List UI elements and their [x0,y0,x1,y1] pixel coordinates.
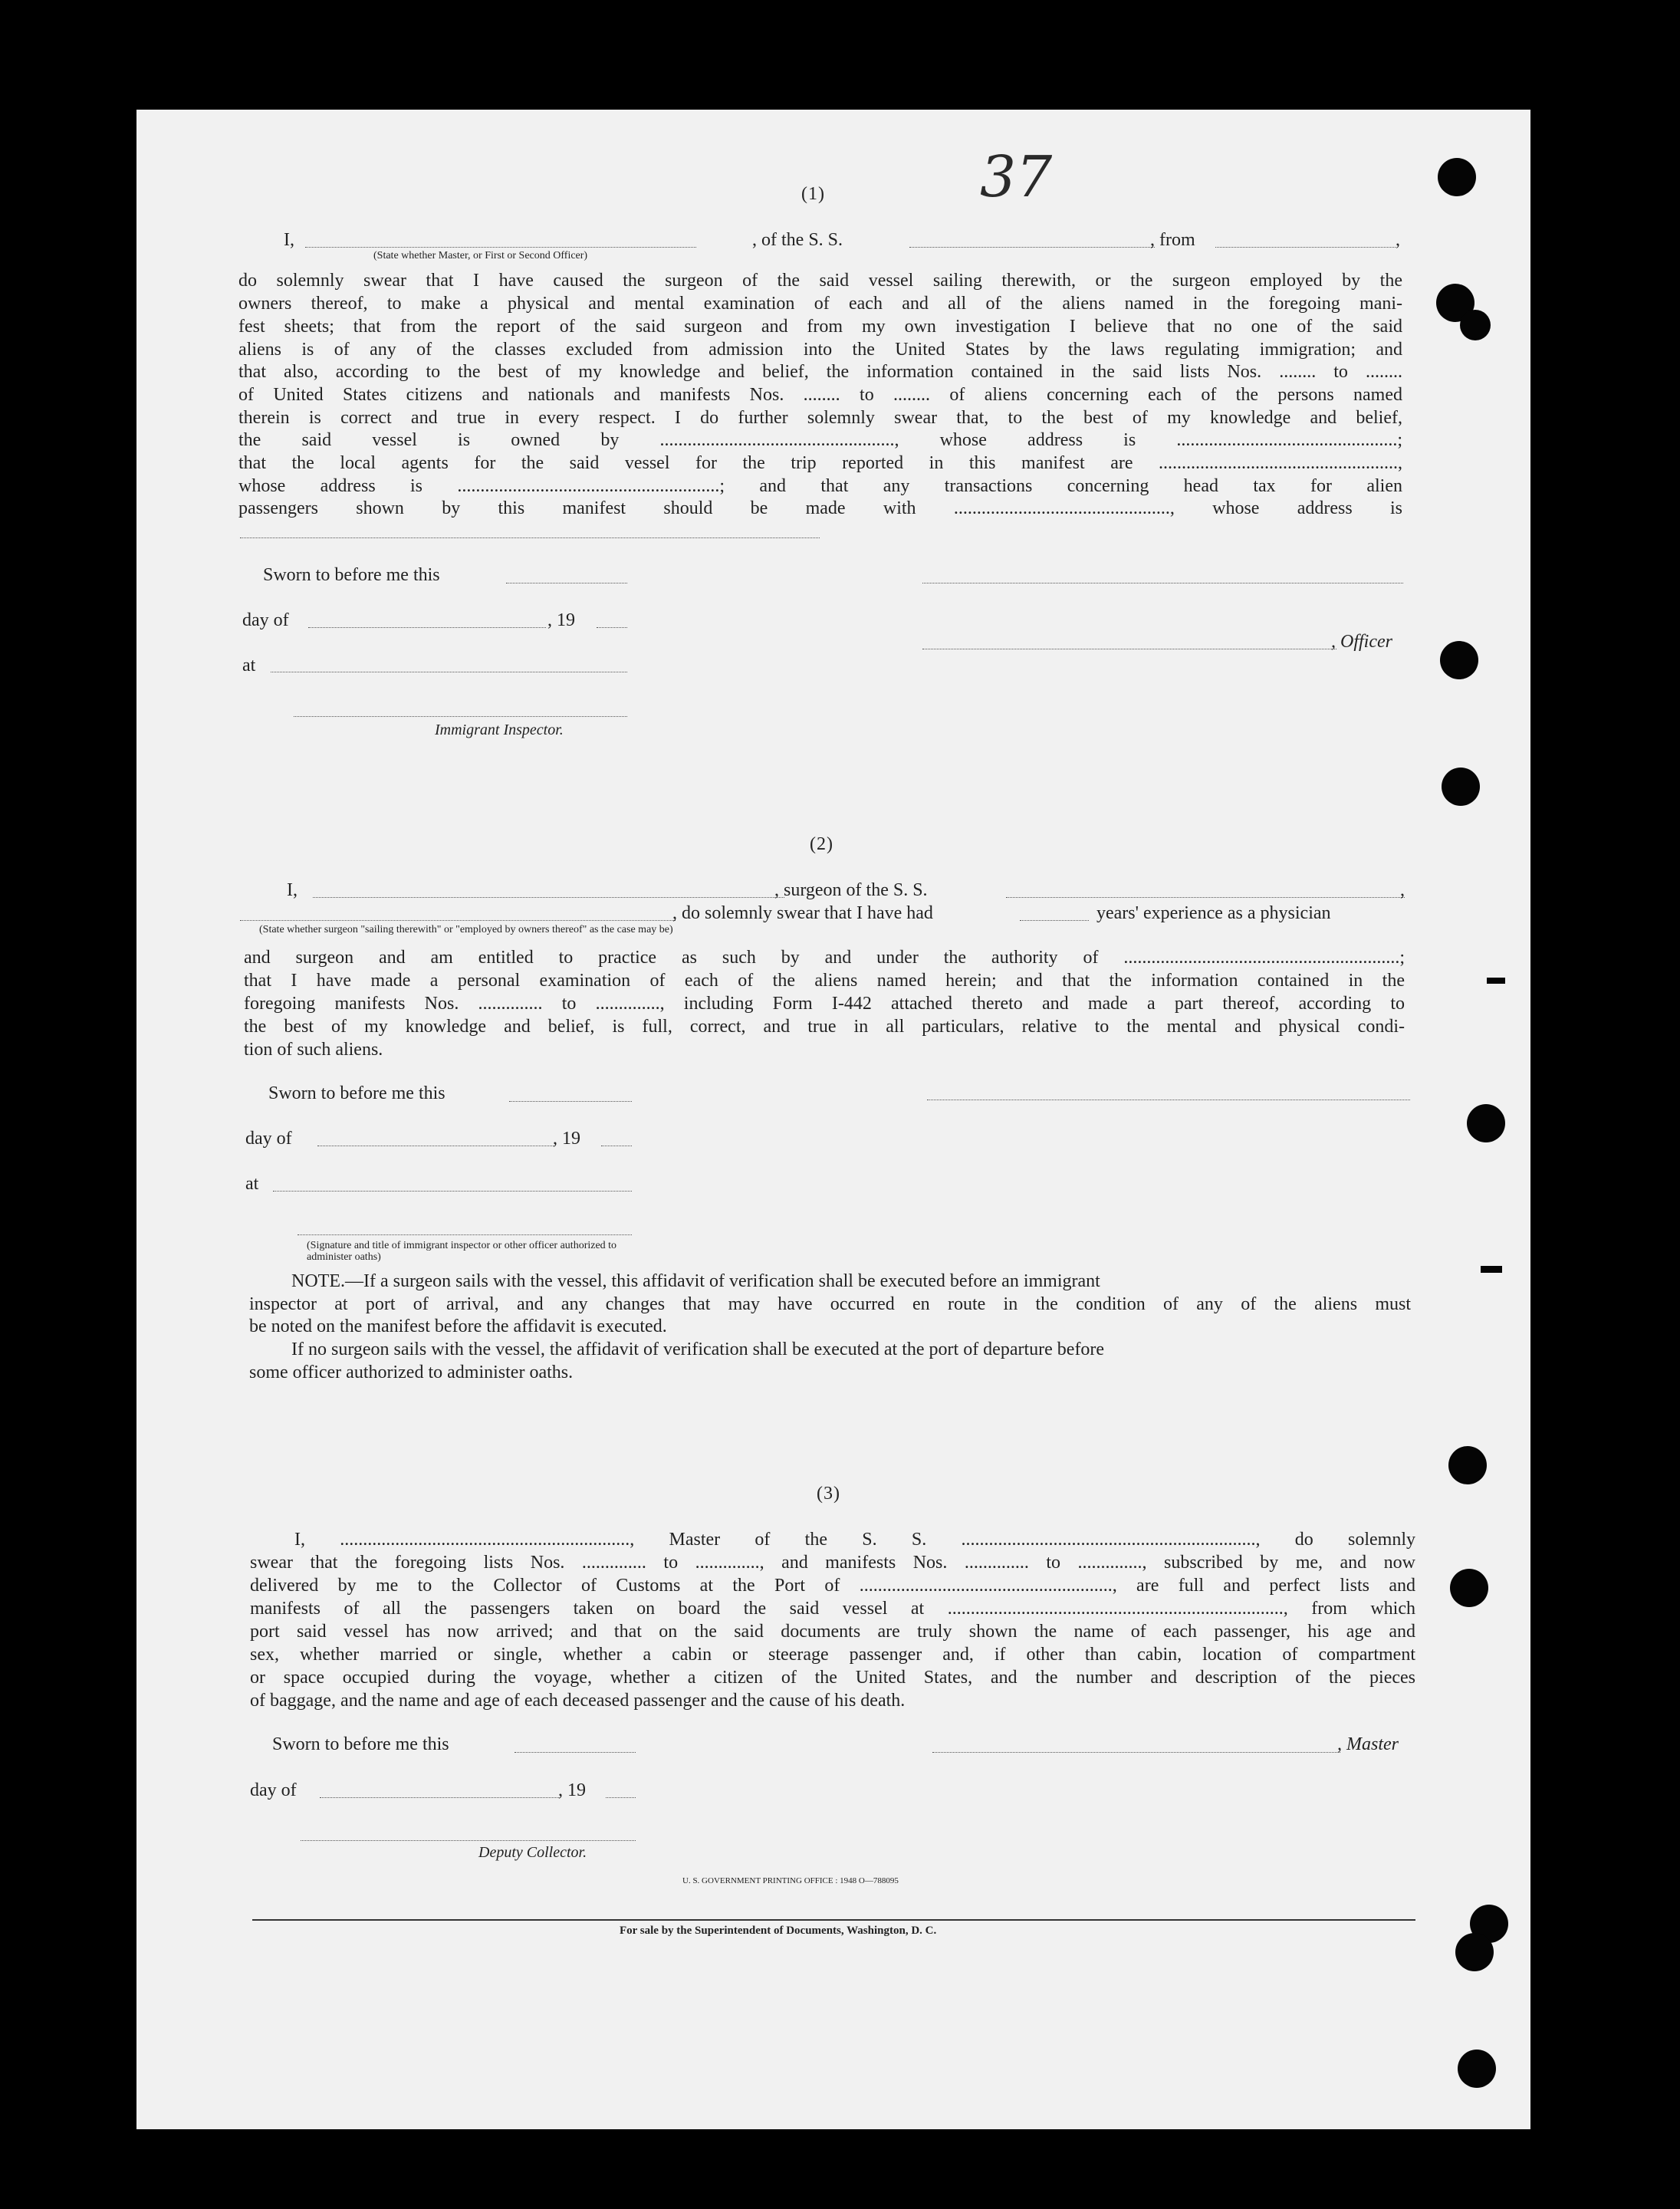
s1-year-field[interactable] [597,627,627,628]
s2-text-line: foregoing manifests Nos. .............. to .............., including Form I-442 attached thereto and made a part thereof, according to [244,994,1405,1014]
s3-master-signature-line[interactable] [932,1752,1340,1753]
s1-text-line: aliens is of any of the classes excluded from admission into the United States by the laws regulating immigration; and [238,340,1402,360]
binder-hole [1440,641,1478,679]
s1-sworn-label: Sworn to before me this [263,565,440,585]
s1-text-line: whose address is .........................................................; and that any transactions concerning head tax for alien [238,476,1402,496]
s1-day-label: day of [242,610,289,630]
binder-hole [1455,1933,1494,1971]
s1-from-field[interactable] [1215,247,1396,248]
note-text: —If a surgeon sails with the vessel, this affidavit of verification shall be executed before an immigrant [344,1271,1100,1291]
s2-at-label: at [245,1174,259,1194]
s2-sworn-field[interactable] [509,1101,632,1102]
s3-day-field[interactable] [320,1797,559,1798]
s2-text-line: the best of my knowledge and belief, is full, correct, and true in all particulars, relative to the mental and physical condi- [244,1017,1405,1037]
s3-year-label: , 19 [558,1780,586,1800]
s3-text-line: or space occupied during the voyage, whether a citizen of the United States, and the number and description of the pieces [250,1668,1415,1688]
s3-sworn-field[interactable] [515,1752,636,1753]
s1-text-line: that the local agents for the said vessel for the trip reported in this manifest are ...................................................., [238,453,1402,473]
s2-text-line: and surgeon and am entitled to practice as such by and under the authority of ............................................................; [244,948,1405,968]
s1-from-label: , from [1150,230,1195,250]
binder-hole [1448,1446,1487,1484]
s3-day-label: day of [250,1780,297,1800]
s1-day-field[interactable] [308,627,546,628]
s2-text-line: tion of such aliens. [244,1040,383,1060]
s1-text-line: therein is correct and true in every respect. I do further solemnly swear that, to the best of my knowledge and belief, [238,408,1402,428]
footer-text: For sale by the Superintendent of Documents, Washington, D. C. [620,1925,937,1937]
s2-surgeon-label: , surgeon of the S. S. [774,880,928,900]
s2-line-end: , [1400,880,1405,900]
s2-note2-line: some officer authorized to administer oaths. [249,1363,574,1382]
s1-ship-field[interactable] [909,247,1155,248]
s2-years-label: years' experience as a physician [1096,903,1331,923]
s2-signer-note: (Signature and title of immigrant inspector or other officer authorized to administer oaths) [307,1240,617,1263]
s1-inspector-signature-line[interactable] [294,716,627,717]
s1-ship-label: , of the S. S. [752,230,843,250]
s1-text-line: the said vessel is owned by ..................................................., whose address is ................................................; [238,430,1402,450]
s2-year-label: , 19 [553,1129,580,1149]
s3-master-title: , Master [1337,1734,1399,1754]
section-1-number: (1) [801,184,825,204]
note-label: NOTE. [291,1271,345,1291]
s1-text-line: that also, according to the best of my knowledge and belief, the information contained in the said lists Nos. ........ to ........ [238,362,1402,382]
s1-at-label: at [242,656,256,676]
s2-at-field[interactable] [273,1191,632,1192]
binder-hole [1438,158,1476,196]
s3-text-line: manifests of all the passengers taken on board the said vessel at ........................................................................., from which [250,1599,1415,1619]
s3-text-line: port said vessel has now arrived; and that on the said documents are truly shown the name of each passenger, his age and [250,1622,1415,1642]
punch-mark [1487,978,1505,984]
footer-rule [252,1919,1415,1921]
s2-note-line: be noted on the manifest before the affidavit is executed. [249,1317,667,1336]
s2-swear-label: , do solemnly swear that I have had [672,903,933,923]
binder-hole [1467,1104,1505,1142]
s3-text-line: swear that the foregoing lists Nos. .............. to .............., and manifests Nos. .............. to .............., subscribed by me, and now [250,1553,1415,1573]
s1-year-label: , 19 [547,610,575,630]
s1-address-field[interactable] [240,537,820,538]
s1-text-line: owners thereof, to make a physical and mental examination of each and all of the aliens named in the foregoing mani- [238,294,1402,314]
binder-hole [1460,310,1491,340]
s3-sworn-label: Sworn to before me this [272,1734,449,1754]
printing-office-line: U. S. GOVERNMENT PRINTING OFFICE : 1948 O—788095 [682,1876,899,1885]
binder-hole [1442,768,1480,806]
s1-officer-title: , Officer [1331,632,1392,652]
s1-officer-field[interactable] [305,247,696,248]
s3-text-line: delivered by me to the Collector of Customs at the Port of ......................................................., are full and perfect lists and [250,1576,1415,1596]
s2-note-line: inspector at port of arrival, and any changes that may have occurred en route in the condition of any of the aliens must [249,1294,1411,1314]
s2-sworn-label: Sworn to before me this [268,1083,445,1103]
s2-sailing-field[interactable] [240,920,676,921]
binder-hole [1458,2050,1496,2088]
s1-line-end: , [1396,230,1400,250]
s1-text-line: fest sheets; that from the report of the said surgeon and from my own investigation I believe that no one of the said [238,317,1402,337]
section-2-number: (2) [810,834,833,854]
s2-inspector-signature-line[interactable] [298,1234,632,1235]
s2-note-line [291,1270,1100,1293]
s2-note2-line: If no surgeon sails with the vessel, the affidavit of verification shall be executed at the port of departure before [291,1340,1105,1359]
s2-text-line: that I have made a personal examination of each of the aliens named herein; and that the information contained in the [244,971,1405,991]
s2-day-label: day of [245,1129,292,1149]
punch-mark [1481,1266,1502,1273]
s3-collector-title: Deputy Collector. [478,1844,587,1861]
handwritten-page-number: 37 [980,144,1053,210]
s2-i-label: I, [287,880,298,900]
s2-surgeon-field[interactable] [313,897,784,898]
binder-hole [1450,1569,1488,1607]
s1-text-line: do solemnly swear that I have caused the surgeon of the said vessel sailing therewith, or the surgeon employed by the [238,271,1402,291]
s2-surgeon-note: (State whether surgeon "sailing therewith" or "employed by owners thereof" as the case may be) [259,924,673,935]
s3-year-field[interactable] [606,1797,636,1798]
s1-officer-note: (State whether Master, or First or Second Officer) [373,250,588,261]
s1-text-line: passengers shown by this manifest should be made with ..............................................., whose address is [238,498,1402,518]
s3-text-line: of baggage, and the name and age of each deceased passenger and the cause of his death. [250,1691,906,1711]
s1-text-line: of United States citizens and nationals and manifests Nos. ........ to ........ of aliens concerning each of the persons named [238,385,1402,405]
section-3-number: (3) [817,1484,840,1504]
s1-inspector-title: Immigrant Inspector. [435,722,564,738]
s2-years-field[interactable] [1020,920,1089,921]
s2-ship-field[interactable] [1006,897,1405,898]
s1-i-label: I, [284,230,294,250]
s3-text-line: I, ..............................................................., Master of the S. S. ................................................................, do solemnly [294,1530,1415,1550]
s3-text-line: sex, whether married or single, whether a cabin or steerage passenger and, if other than cabin, location of compartment [250,1645,1415,1665]
